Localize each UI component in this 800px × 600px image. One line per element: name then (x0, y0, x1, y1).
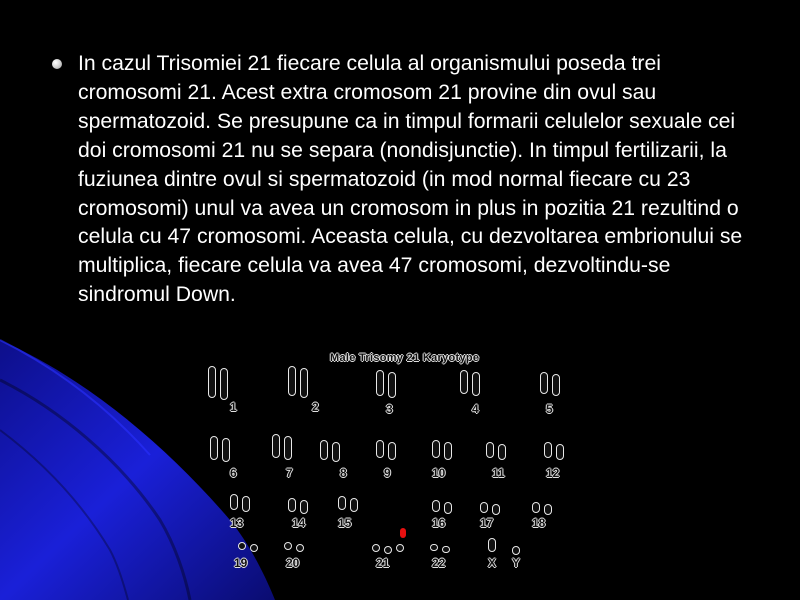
chromosome (238, 542, 246, 550)
chromosome-label-y: Y (512, 556, 521, 570)
chromosome (208, 366, 216, 398)
chromosome-label-5: 5 (546, 402, 553, 416)
chromosome (350, 498, 358, 512)
chromosome-label-18: 18 (532, 516, 546, 530)
chromosome (460, 370, 468, 394)
chromosome-label-3: 3 (386, 402, 393, 416)
chromosome (376, 440, 384, 458)
chromosome-label-10: 10 (432, 466, 446, 480)
chromosome (498, 444, 506, 460)
chromosome (300, 368, 308, 398)
chromosome-label-4: 4 (472, 402, 479, 416)
chromosome-label-16: 16 (432, 516, 446, 530)
chromosome-label-17: 17 (480, 516, 494, 530)
chromosome-label-11: 11 (492, 466, 505, 480)
chromosome (272, 434, 280, 458)
chromosome (442, 546, 450, 553)
chromosome-label-7: 7 (286, 466, 293, 480)
bullet-text: In cazul Trisomiei 21 fiecare celula al organismului poseda trei cromosomi 21. Acest extra cromosom 21 provine din ovul sau spermatozoid. Se presupune ca in timpul formarii celulelor sexuale cei doi cromosomi 21 nu se separa (nondisjunctie). In timpul fertilizarii, la fuziunea dintre ovul si spermatozoid (in mod normal fiecare cu 23 cromosomi) unul va avea un cromosom in plus in pozitia 21 rezultind o celula cu 47 cromosomi. Aceasta celula, cu dezvoltarea embrionului se multiplica, fiecare celula va avea 47 cromosomi, dezvoltindu-se sindromul Down. (78, 52, 743, 307)
chromosome (288, 366, 296, 396)
chromosome (432, 440, 440, 458)
chromosome (532, 502, 540, 513)
chromosome (388, 442, 396, 460)
chromosome (488, 538, 496, 552)
chromosome (250, 544, 258, 552)
chromosome-label-2: 2 (312, 400, 319, 414)
chromosome (338, 496, 346, 510)
chromosome (480, 502, 488, 513)
chromosome (372, 544, 380, 552)
chromosome-label-13: 13 (230, 516, 244, 530)
chromosome-label-x: X (488, 556, 497, 570)
chromosome (486, 442, 494, 458)
chromosome (384, 546, 392, 554)
chromosome (444, 442, 452, 460)
chromosome-label-21: 21 (376, 556, 390, 570)
bullet-dot-icon (52, 59, 62, 69)
chromosome (210, 436, 218, 460)
chromosome-label-22: 22 (432, 556, 446, 570)
chromosome (376, 370, 384, 396)
chromosome (552, 374, 560, 396)
chromosome (540, 372, 548, 394)
chromosome-label-9: 9 (384, 466, 391, 480)
chromosome (242, 496, 250, 512)
chromosome (388, 372, 396, 398)
chromosome (472, 372, 480, 396)
chromosome (544, 442, 552, 458)
chromosome-label-19: 19 (234, 556, 248, 570)
chromosome (444, 502, 452, 514)
chromosome (544, 504, 552, 515)
chromosome (432, 500, 440, 512)
chromosome (430, 544, 438, 551)
chromosome (512, 546, 520, 555)
chromosome (220, 368, 228, 400)
chromosome-label-14: 14 (292, 516, 306, 530)
chromosome (296, 544, 304, 552)
chromosome (332, 442, 340, 462)
chromosome (230, 494, 238, 510)
chromosome-label-1: 1 (230, 400, 237, 414)
chromosome (284, 436, 292, 460)
chromosome (396, 544, 404, 552)
chromosome (222, 438, 230, 462)
chromosome (320, 440, 328, 460)
trisomy-marker-icon (400, 528, 406, 538)
chromosome-label-6: 6 (230, 466, 237, 480)
karyotype-image (200, 348, 590, 578)
chromosome (492, 504, 500, 515)
chromosome (300, 500, 308, 514)
karyotype-title: Male Trisomy 21 Karyotype (330, 352, 480, 364)
chromosome-label-15: 15 (338, 516, 352, 530)
chromosome-label-12: 12 (546, 466, 560, 480)
chromosome (556, 444, 564, 460)
chromosome-label-8: 8 (340, 466, 347, 480)
chromosome (288, 498, 296, 512)
chromosome-label-20: 20 (286, 556, 300, 570)
chromosome (284, 542, 292, 550)
